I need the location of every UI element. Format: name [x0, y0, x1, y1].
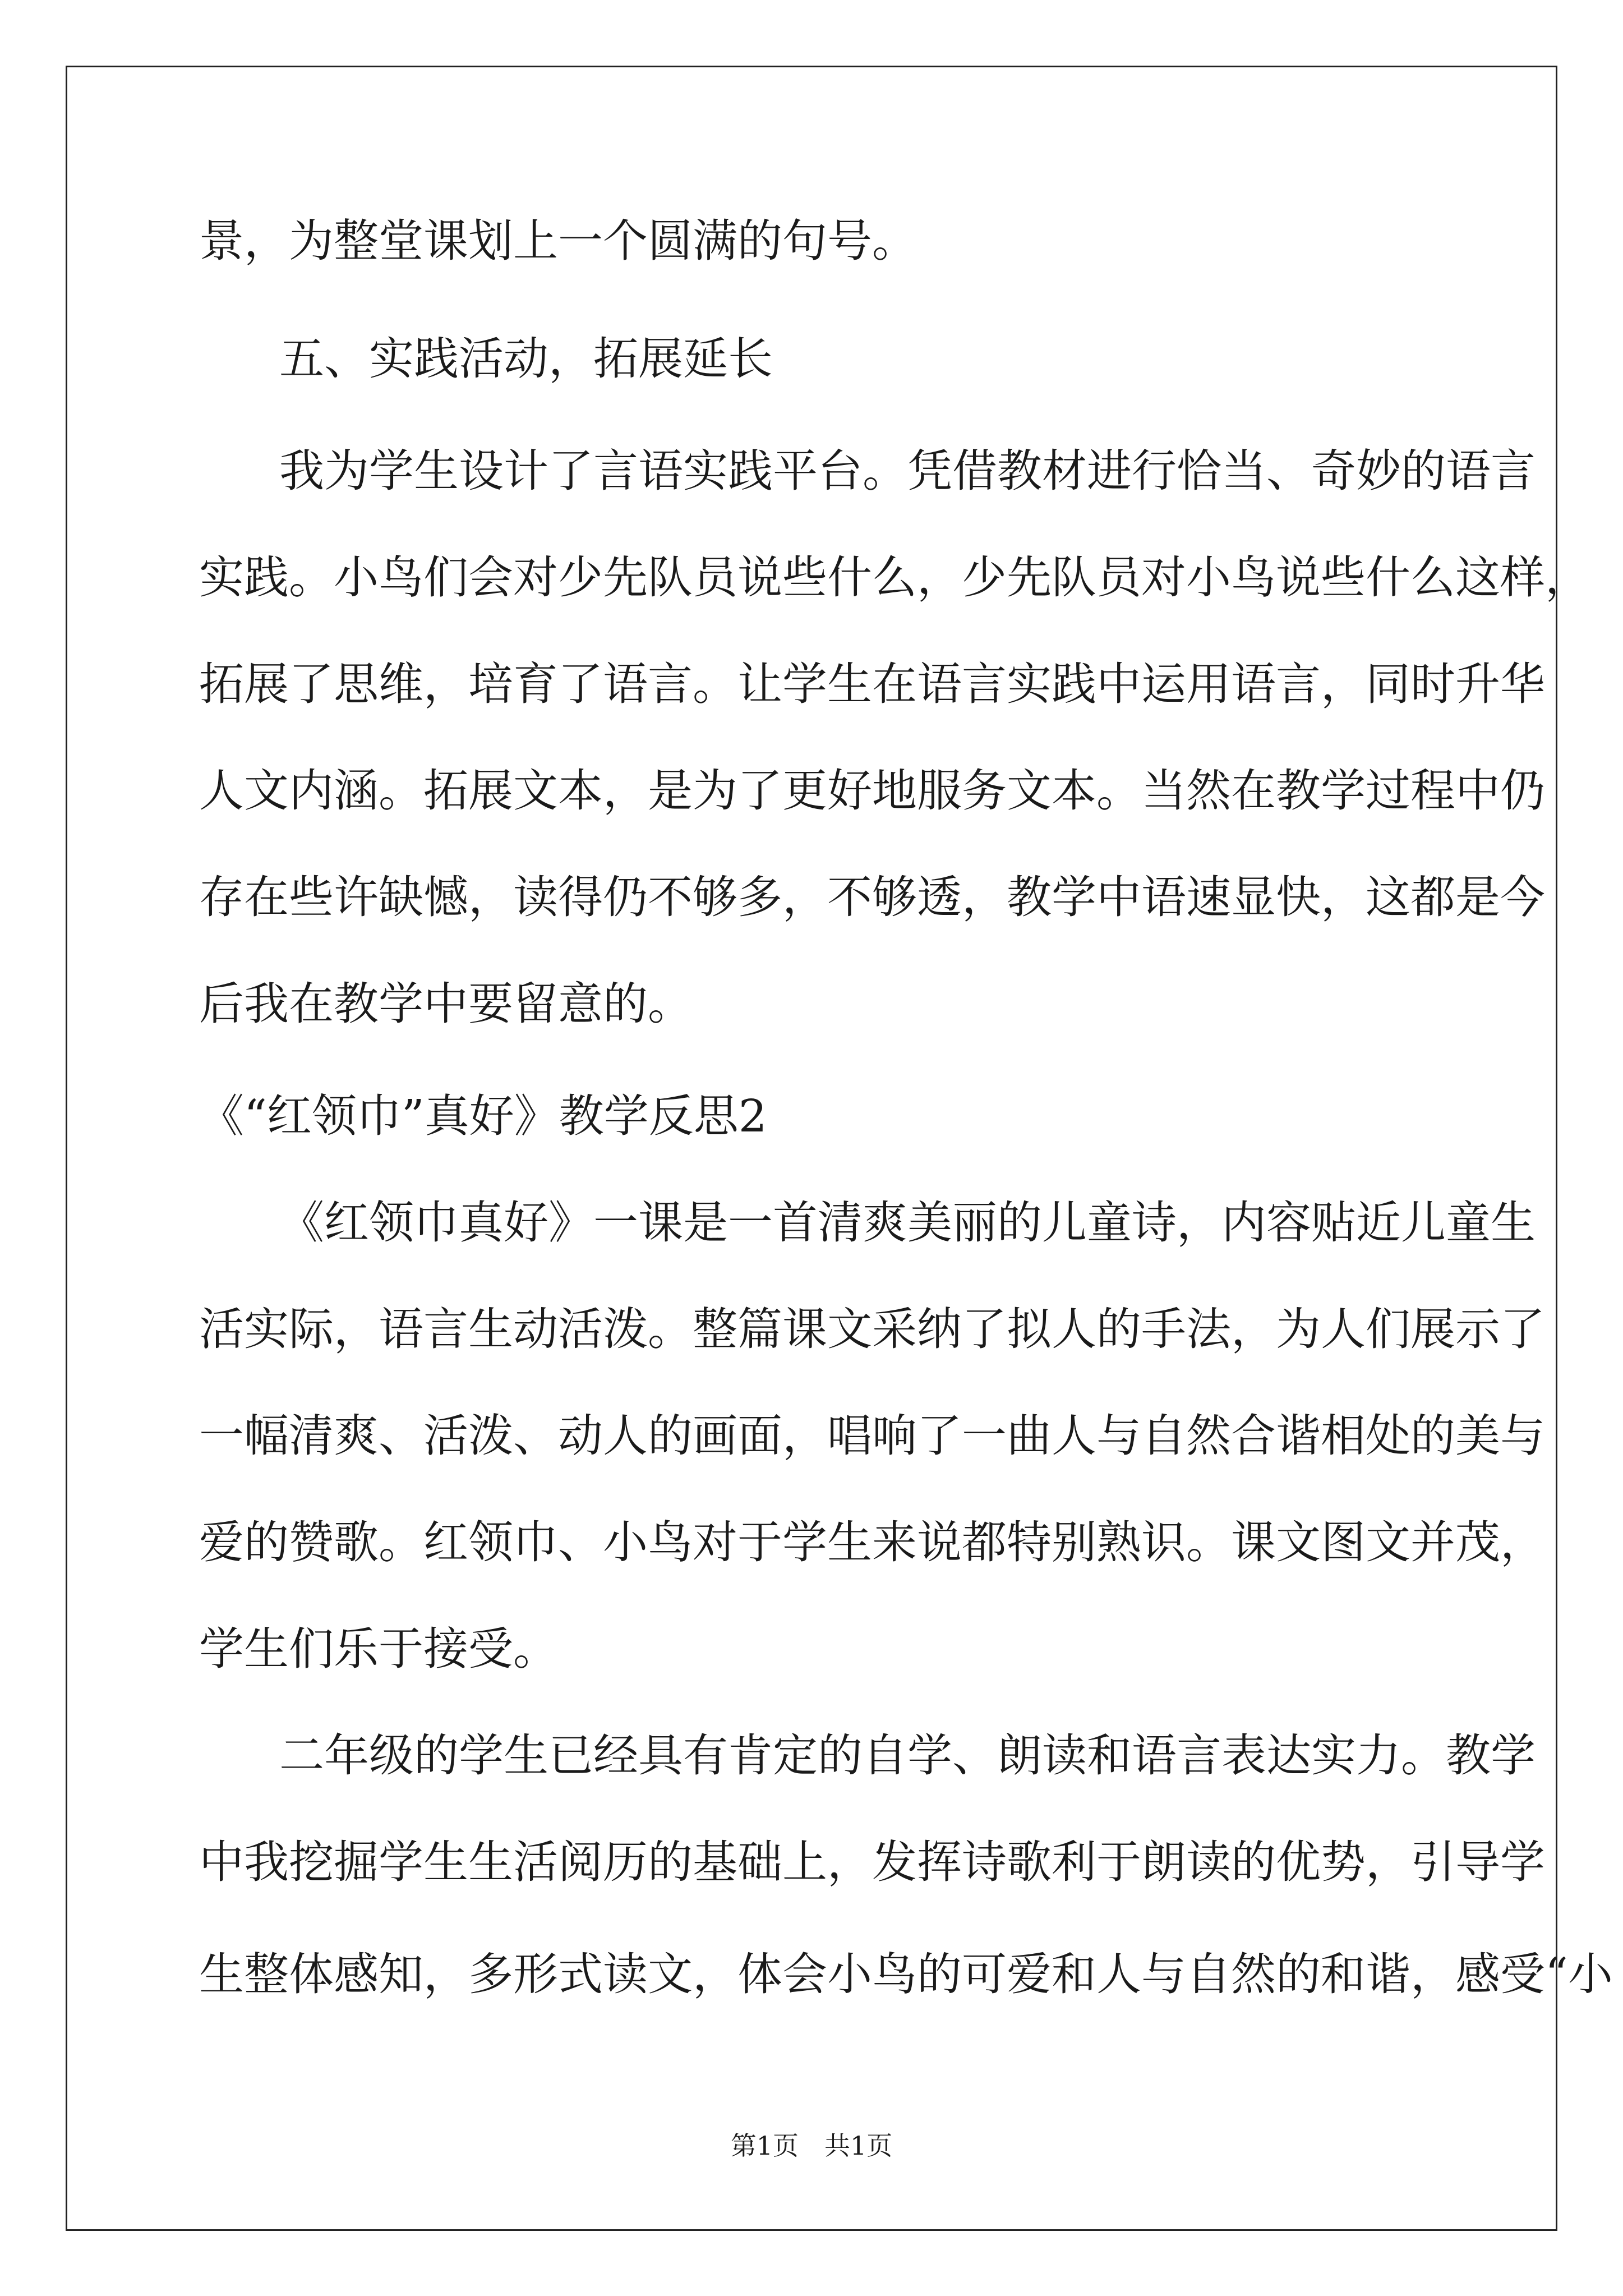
paragraph-line: 存在些许缺憾，读得仍不够多，不够透，教学中语速显快，这都是今 [199, 871, 1545, 923]
paragraph-line: 二年级的学生已经具有肯定的自学、朗读和语言表达实力。教学 [279, 1729, 1536, 1782]
page-border [66, 66, 1557, 2231]
paragraph-line: 《红领巾真好》一课是一首清爽美丽的儿童诗，内容贴近儿童生 [279, 1197, 1536, 1249]
paragraph-line: 后我在教学中要留意的。 [199, 978, 693, 1030]
paragraph-line: 实践。小鸟们会对少先队员说些什么，少先队员对小鸟说些什么这样， [199, 551, 1590, 604]
paragraph-line: 人文内涵。拓展文本，是为了更好地服务文本。当然在教学过程中仍 [199, 765, 1545, 817]
paragraph-line: 生整体感知，多形式读文，体会小鸟的可爱和人与自然的和谐，感受“小 [199, 1948, 1613, 2000]
section-heading: 五、实践活动，拓展延长 [279, 333, 773, 385]
article-title: 《“红领巾”真好》教学反思2 [199, 1090, 767, 1142]
page-number-footer: 第1页 共1页 [730, 2131, 893, 2161]
paragraph-line: 学生们乐于接受。 [199, 1623, 558, 1675]
paragraph-line: 拓展了思维，培育了语言。让学生在语言实践中运用语言，同时升华 [199, 658, 1545, 710]
paragraph-line: 爱的赞歌。红领巾、小鸟对于学生来说都特别熟识。课文图文并茂， [199, 1516, 1545, 1568]
paragraph-line: 中我挖掘学生生活阅历的基础上，发挥诗歌利于朗读的优势，引导学 [199, 1836, 1545, 1888]
paragraph-line: 活实际，语言生动活泼。整篇课文采纳了拟人的手法，为人们展示了 [199, 1303, 1545, 1355]
paragraph-line: 一幅清爽、活泼、动人的画面，唱响了一曲人与自然合谐相处的美与 [199, 1410, 1545, 1462]
paragraph-line: 我为学生设计了言语实践平台。凭借教材进行恰当、奇妙的语言 [279, 445, 1536, 497]
paragraph-line: 景，为整堂课划上一个圆满的句号。 [199, 215, 917, 267]
